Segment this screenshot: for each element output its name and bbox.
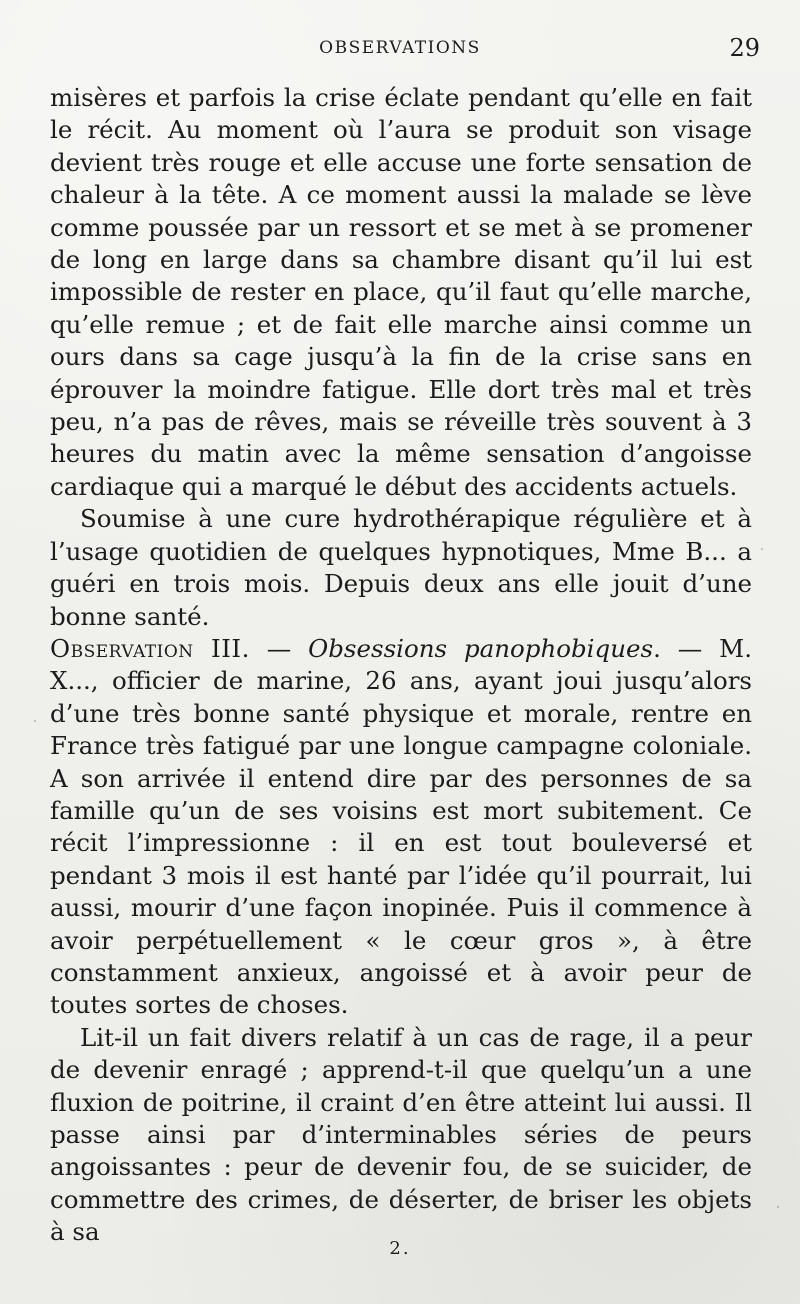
paragraph-1: misères et parfois la crise éclate pendant qu’elle en fait le récit. Au moment où l’aura se produit son visage devient très rouge et elle accuse une forte sensation de chaleur à la tête. A ce moment aussi la malade se lève comme poussée par un ressort et se met à se promener de long en large dans sa chambre disant qu’il lui est impossible de rester en place, qu’il faut qu’elle marche, qu’elle remue ; et de fait elle marche ainsi comme un ours dans sa cage jusqu’à la fin de la crise sans en éprouver la moindre fatigue. Elle dort très mal et très peu, n’a pas de rêves, mais se réveille très souvent à 3 heures du matin avec la même sensation d’angoisse cardiaque qui a marqué le début des accidents actuels.	[50, 83, 752, 501]
paragraph-2: Soumise à une cure hydrothérapique régulière et à l’usage quotidien de quelques hypnotiques, Mme B... a guéri en trois mois. Depuis deux ans elle jouit d’une bonne santé.	[50, 504, 752, 631]
observation-dash-2: . —	[653, 633, 720, 663]
page-number: 29	[729, 34, 760, 62]
page-header	[0, 34, 800, 68]
printer-signature: 2.	[389, 1238, 411, 1259]
paper-speck	[777, 1206, 779, 1208]
paragraph-4: Lit-il un fait divers relatif à un cas de rage, il a peur de devenir enragé ; apprend-t-il que quelqu’un a une fluxion de poitrine, il craint d’en être atteint lui aussi. Il passe ainsi par d’interminables séries de peurs angoissantes : peur de devenir fou, de se suicider, de commettre des crimes, de déserter, de briser les objets à sa	[50, 1022, 752, 1247]
observation-dash-1: —	[249, 633, 309, 663]
paper-speck	[761, 548, 763, 550]
main-text	[50, 82, 752, 1249]
observation-paragraph	[50, 633, 752, 1022]
paper-speck	[34, 720, 36, 722]
running-head: OBSERVATIONS	[319, 38, 481, 58]
observation-title: Obsessions panophobiques	[308, 633, 654, 663]
observation-body: M. X..., officier de marine, 26 ans, ayant joui jusqu’alors d’une très bonne santé physique et morale, rentre en France très fatigué par une longue campagne coloniale. A son arrivée il entend dire par des personnes de sa famille qu’un de ses voisins est mort subitement. Ce récit l’impressionne : il en est tout bouleversé et pendant 3 mois il est hanté par l’idée qu’il pourrait, lui aussi, mourir d’une façon inopinée. Puis il commence à avoir perpétuellement « le cœur gros », à être constamment anxieux, angoissé et à avoir peur de toutes sortes de choses.	[50, 633, 752, 1020]
observation-label: Observation III.	[50, 633, 250, 663]
